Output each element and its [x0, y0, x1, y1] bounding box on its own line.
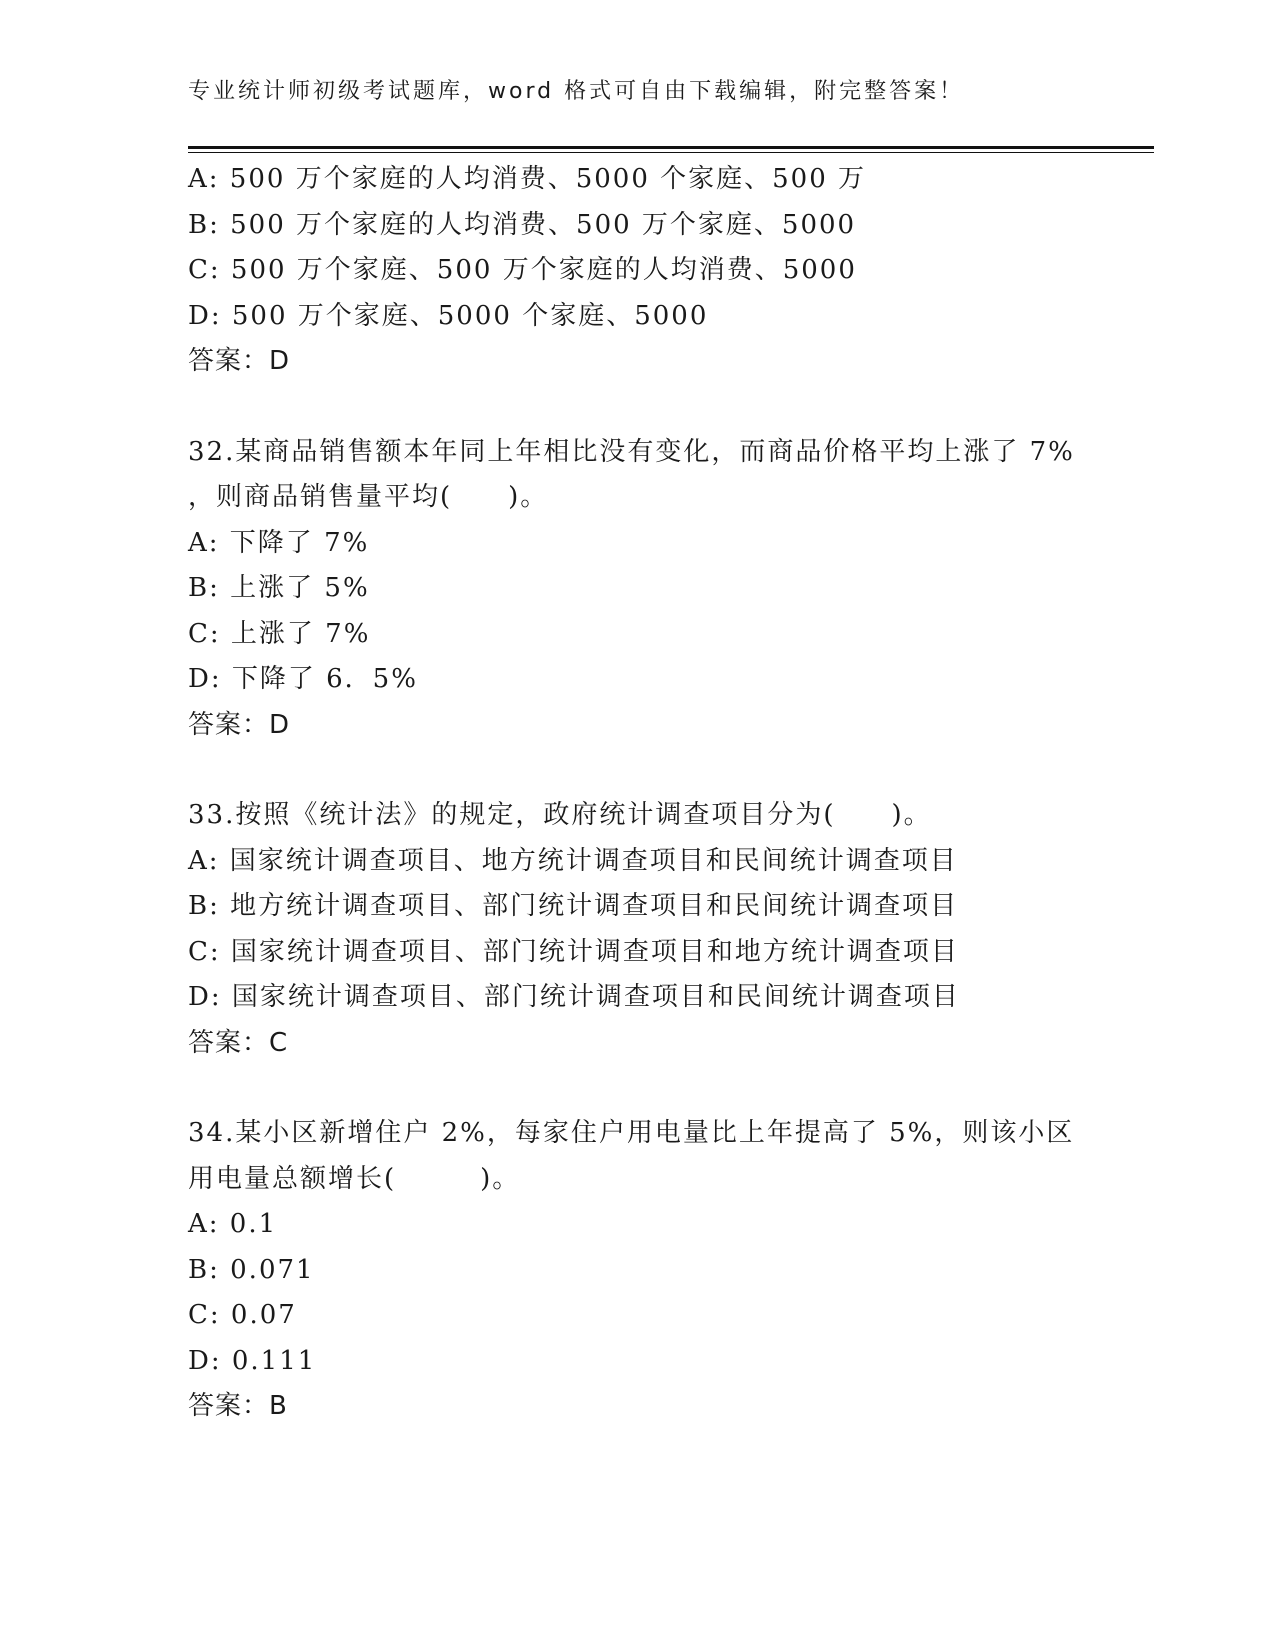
header-rule-thick [188, 146, 1154, 149]
question-stem-cont: 用电量总额增长( )。 [188, 1163, 521, 1194]
option-b: B: 地方统计调查项目、部门统计调查项目和民间统计调查项目 [188, 891, 959, 921]
option-b: B: 上涨了 5% [188, 573, 370, 603]
option-a: A: 国家统计调查项目、地方统计调查项目和民间统计调查项目 [188, 845, 958, 876]
answer-line: 答案：C [188, 1027, 289, 1058]
option-c: C: 0.07 [188, 1300, 297, 1330]
prev-question [188, 157, 1148, 385]
question-stem: 32.某商品销售额本年同上年相比没有变化，而商品价格平均上涨了 7% [188, 436, 1075, 467]
option-d: D: 国家统计调查项目、部门统计调查项目和民间统计调查项目 [188, 982, 960, 1012]
option-d: D: 下降了 6．5% [188, 664, 418, 694]
answer-line: 答案：D [188, 709, 291, 740]
question-stem: 34.某小区新增住户 2%，每家住户用电量比上年提高了 5%，则该小区 [188, 1118, 1075, 1148]
answer-line: 答案：B [188, 1391, 288, 1421]
header-rule-thin [188, 152, 1154, 153]
question-34 [188, 1111, 1148, 1430]
question-stem: 33.按照《统计法》的规定，政府统计调查项目分为( )。 [188, 800, 932, 830]
question-stem-cont: ，则商品销售量平均( )。 [188, 482, 549, 512]
option-c: C: 上涨了 7% [188, 618, 371, 649]
page-header: 专业统计师初级考试题库，word 格式可自由下载编辑，附完整答案！ [188, 79, 965, 104]
question-content [188, 157, 1148, 1430]
option-a: A: 500 万个家庭的人均消费、5000 个家庭、500 万 [188, 164, 867, 194]
option-b: B: 500 万个家庭的人均消费、500 万个家庭、5000 [188, 209, 857, 240]
answer-line: 答案：D [188, 346, 291, 376]
question-32 [188, 430, 1148, 749]
option-a: A: 0.1 [188, 1209, 278, 1239]
option-c: C: 国家统计调查项目、部门统计调查项目和地方统计调查项目 [188, 936, 959, 967]
option-c: C: 500 万个家庭、500 万个家庭的人均消费、5000 [188, 255, 857, 285]
option-d: D: 0.111 [188, 1345, 317, 1376]
option-b: B: 0.071 [188, 1254, 315, 1285]
option-a: A: 下降了 7% [188, 527, 370, 558]
option-d: D: 500 万个家庭、5000 个家庭、5000 [188, 300, 709, 331]
question-33 [188, 793, 1148, 1066]
